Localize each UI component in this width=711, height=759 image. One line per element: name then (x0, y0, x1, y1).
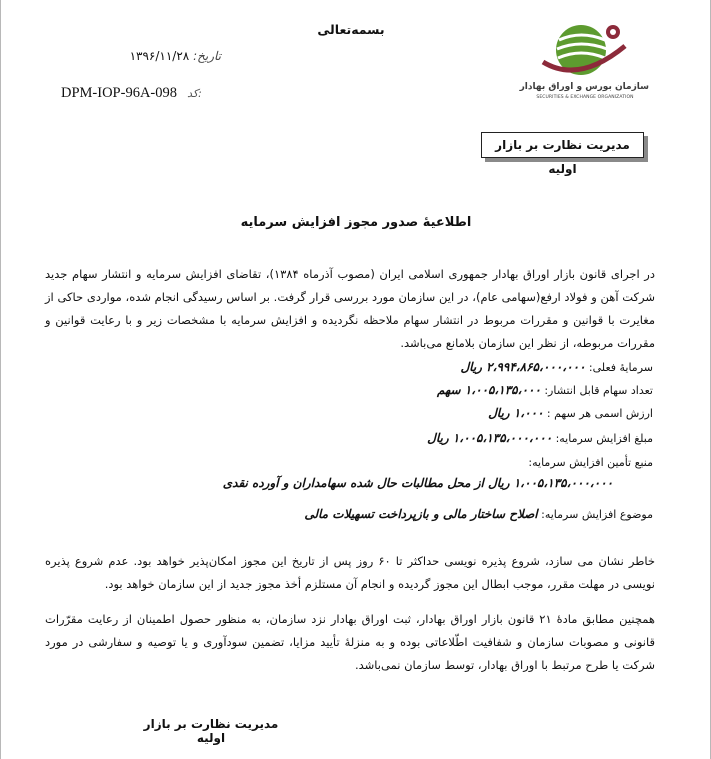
legal-paragraph: همچنین مطابق مادهٔ ۲۱ قانون بازار اوراق بهادار، ثبت اوراق بهادار نزد سازمان، به منظور حصول اطمینان از رعایت مقرّرات قانونی و مصوبات سازمان و شفافیت اطّلاعاتی بوده و به منزلهٔ تأیید مزایا، تضمین سودآوری و یا توصیه و سفارشی در مورد شرکت یا طرح مرتبط با اوراق بهادار، توسط سازمان نمی‌باشد. (45, 612, 655, 672)
logo-text-persian: سازمان بورس و اوراق بهادار (519, 82, 649, 92)
funding-source-line (41, 476, 653, 490)
par-value-line (41, 406, 653, 420)
funding-source-label: منبع تأمین افزایش سرمایه: (528, 456, 653, 469)
code-label: کد: (187, 87, 202, 100)
department-box: مدیریت نظارت بر بازار اولیه (481, 132, 644, 158)
subject-label: موضوع افزایش سرمایه: (541, 508, 653, 521)
date-label: تاریخ: (193, 49, 221, 63)
date-value: ۱۳۹۶/۱۱/۲۸ (129, 49, 190, 63)
current-capital-value: ۲،۹۹۴،۸۶۵،۰۰۰،۰۰۰ ریال (460, 360, 586, 374)
capital-increase-line (41, 431, 653, 445)
par-value-value: ۱،۰۰۰ ریال (488, 406, 544, 420)
subject-line (41, 507, 653, 521)
globe-logo-icon (521, 18, 649, 80)
shares-label: تعداد سهام قابل انتشار: (544, 384, 653, 397)
subject-value: اصلاح ساختار مالی و بازپرداخت تسهیلات مالی (304, 507, 538, 521)
funding-source-value: ۱،۰۰۵،۱۳۵،۰۰۰،۰۰۰ ریال از محل مطالبات حال شده سهامداران و آورده نقدی (222, 476, 613, 490)
capital-increase-value: ۱،۰۰۵،۱۳۵،۰۰۰،۰۰۰ ریال (427, 431, 553, 445)
logo-text-english: SECURITIES & EXCHANGE ORGANIZATION (536, 95, 634, 100)
basmala-heading: بسمه‌تعالی (317, 22, 385, 37)
shares-value: ۱،۰۰۵،۱۳۵،۰۰۰ سهم (437, 383, 541, 397)
current-capital-line (41, 360, 653, 374)
notice-title: اطلاعیهٔ صدور مجوز افزایش سرمایه (240, 215, 472, 230)
organization-logo (521, 18, 649, 106)
intro-paragraph: در اجرای قانون بازار اوراق بهادار جمهوری اسلامی ایران (مصوب آذرماه ۱۳۸۴)، تقاضای افزایش سرمایه و انتشار سهام جدید شرکت آهن و فولاد ارفع(سهامی عام)، در این سازمان مورد بررسی قرار گرفت. بر اساس رسیدگی انجام شده، مواردی حاکی از مغایرت با قوانین و مقررات مربوط در انتشار سهام ملاحظه نگردیده و افزایش سرمایه با مشخصات زیر و با رعایت قوانین و مقررات مربوطه، از نظر این سازمان بلامانع می‌باشد. (45, 267, 655, 350)
signature-block: مدیریت نظارت بر بازار اولیه (143, 717, 279, 745)
code-line (61, 85, 211, 102)
capital-increase-label: مبلغ افزایش سرمایه: (555, 432, 653, 445)
date-line (131, 49, 221, 63)
current-capital-label: سرمایهٔ فعلی: (588, 361, 653, 374)
code-value: DPM-IOP-96A-098 (61, 85, 177, 101)
par-value-label: ارزش اسمی هر سهم : (546, 407, 653, 420)
shares-line (41, 383, 653, 397)
notice-paragraph: خاطر نشان می سازد، شروع پذیره نویسی حداکثر تا ۶۰ روز پس از تاریخ این مجوز امکان‌پذیر خواهد بود. عدم شروع پذیره نویسی در مهلت مقرر، موجب ابطال این مجوز گردیده و انجام آن مستلزم أخذ مجوز جدید از این سازمان خواهد بود. (45, 554, 655, 591)
